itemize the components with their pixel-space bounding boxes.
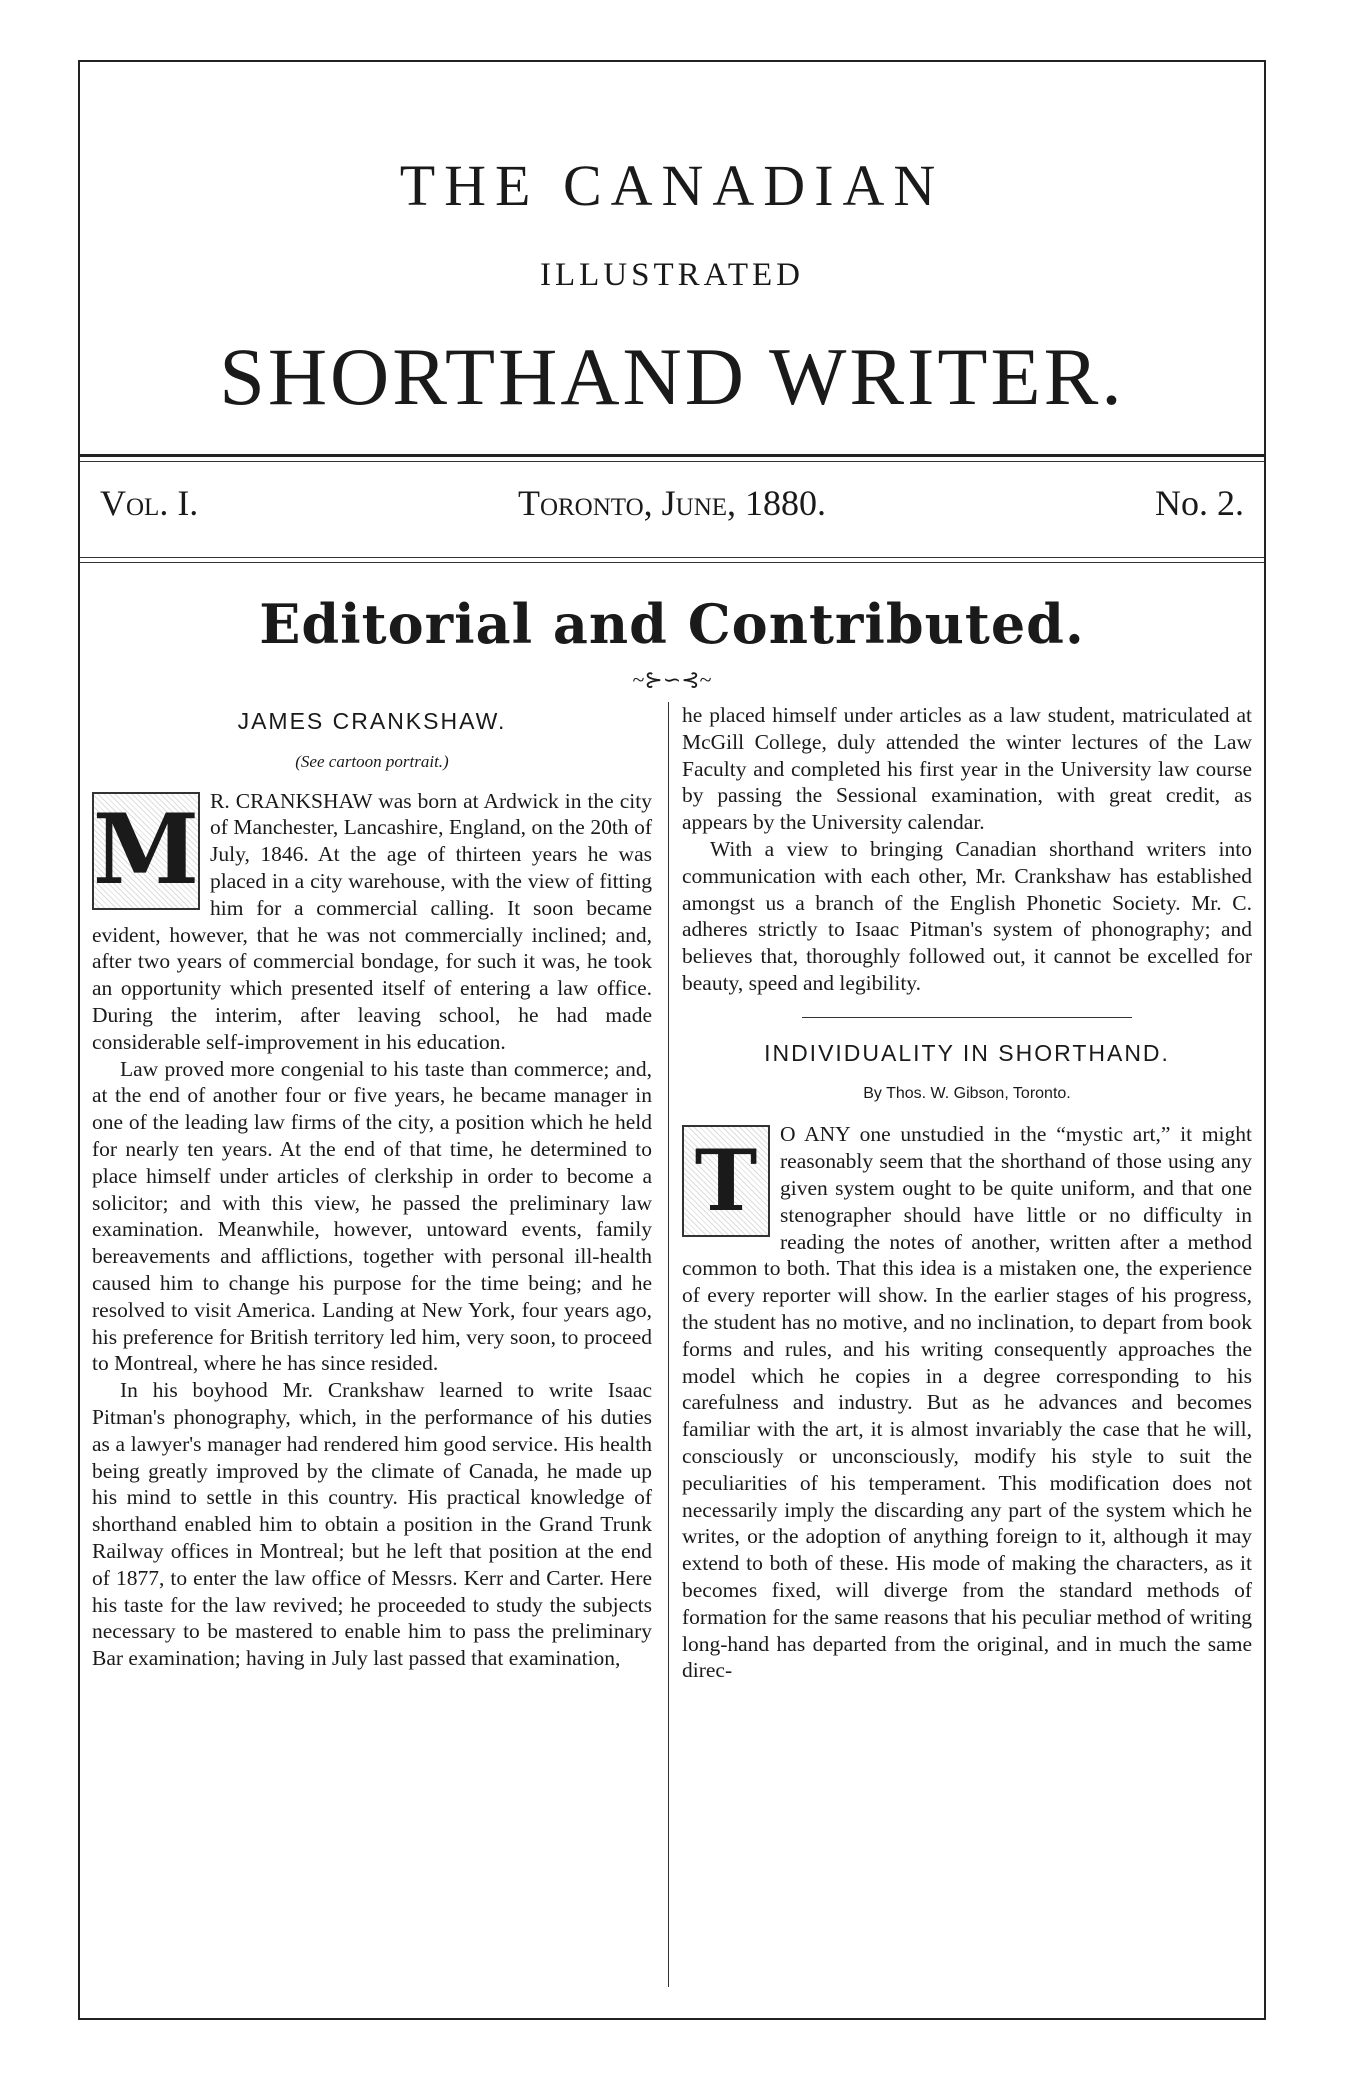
masthead [80,62,1264,462]
article-title-crankshaw: JAMES CRANKSHAW. [237,708,507,734]
masthead-rule-top [80,454,1264,457]
paragraph: Law proved more congenial to his taste than commerce; and, at the end of another four or five years, he became manager in one of the leading law firms of the city, a position which he held for nearly ten years. At the end of that time, he determined to place himself under articles of clerkship in order to become a solicitor; and with this view, he passed the preliminary law examination. Meanwhile, however, untoward events, family bereavements and afflictions, together with personal ill-health caused him to change his purpose for the time being; and he resolved to visit America. Landing at New York, four years ago, his preference for British territory led him, very soon, to proceed to Montreal, where he has since resided. [92,1056,652,1376]
section-title: Editorial and Contributed. [259,592,1085,656]
article-title-individuality: INDIVIDUALITY IN SHORTHAND. [764,1039,1170,1066]
place-date: Toronto, June, 1880. [517,483,827,523]
dropcap-m: M [92,792,200,910]
right-column [682,702,1252,1684]
paragraph: In his boyhood Mr. Crankshaw learned to write Isaac Pitman's phonography, which, in the performance of his duties as a lawyer's manager had rendered him good service. His health being greatly improved by the climate of Canada, he made up his mind to settle in this country. His practical knowledge of shorthand enabled him to obtain a position in the Grand Trunk Railway offices in Montreal; but he left that position at the end of 1877, to enter the law office of Messrs. Kerr and Carter. Here his taste for the law revived; he proceeded to study the subjects necessary to be mastered to enable him to pass the preliminary Bar examination; having in July last passed that examination, [92,1378,652,1671]
paragraph-continued: he placed himself under articles as a law student, matriculated at McGill College, duly attended the winter lectures of the Law Faculty and completed his first year in the University law course by passing the Sessional examination, with great credit, as appears by the University calendar. [682,703,1252,835]
volume-label: Vol. I. [100,483,199,523]
paragraph: O ANY one unstudied in the “mystic art,” it might reasonably seem that the shorthand of those using any given system ought to be quite uniform, and that one stenographer should have little or no difficulty in reading the notes of another, written after a method common to both. That this idea is a mistaken one, the experience of every reporter will show. In the earlier stages of his progress, the student has no motive, and no inclination, to depart from book forms and rules, and his writing consequently approaches the model which he copies in a degree corresponding to his carefulness and industry. But as he advances and becomes familiar with the art, it is almost invariably the case that he will, consciously or unconsciously, modify his style to suit the peculiarities of his temperament. This modification does not necessarily imply the discarding any part of the system which he writes, or the adoption of anything foreign to it, although it may extend to both of these. His mode of making the characters, as it becomes fixed, will diverge from the standard methods of formation for the same reasons that his peculiar method of writing long-hand has departed from the original, and in much the same direc- [682,1122,1252,1683]
article-subtitle: (See cartoon portrait.) [295,751,449,771]
issue-number: No. 2. [1155,483,1244,523]
issue-rule-bottom [80,562,1264,563]
masthead-line-3: SHORTHAND WRITER. [219,331,1125,422]
article-separator [802,1017,1132,1018]
ornament-divider: ~⊱∽⊰~ [632,667,712,692]
dropcap-t: T [682,1125,770,1237]
paragraph: With a view to bringing Canadian shorthand writers into communication with each other, Mr. Crankshaw has established amongst us a branch of the English Phonetic Society. Mr. C. adheres strictly to Isaac Pitman's system of phonography; and believes that, thoroughly followed out, it cannot be excelled for beauty, speed and legibility. [682,836,1252,995]
issue-rule-top [80,557,1264,558]
page-frame [78,60,1266,2020]
masthead-line-2: ILLUSTRATED [540,257,804,293]
masthead-line-1: THE CANADIAN [399,153,945,218]
issue-line [100,482,1244,532]
article-byline: By Thos. W. Gibson, Toronto. [863,1084,1071,1102]
column-divider [668,702,669,1987]
left-column [92,702,652,1672]
paragraph: R. CRANKSHAW was born at Ardwick in the city of Manchester, Lancashire, England, on the 20th of July, 1846. At the age of thirteen years he was placed in a city warehouse, with the view of fitting him for a commercial calling. It soon became evident, however, that he was not commercially inclined; and, after two years of commercial bondage, for such it was, he took an opportunity which presented itself of entering a law office. During the interim, after leaving school, he had made considerable self-improvement in his education. [92,788,652,1054]
masthead-rule-bottom [80,461,1264,462]
